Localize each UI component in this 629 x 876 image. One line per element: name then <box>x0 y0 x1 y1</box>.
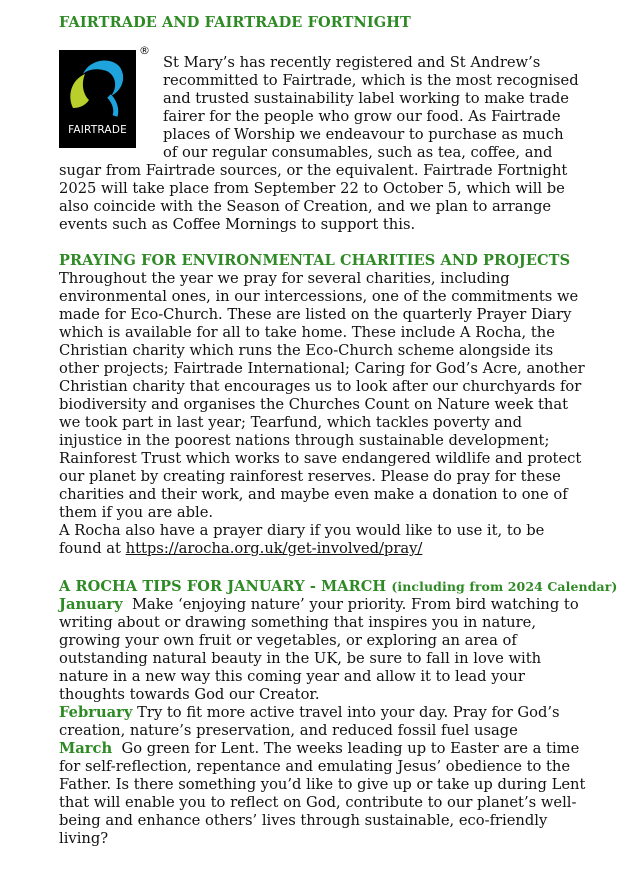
body-line: made for Eco-Church. These are listed on the quarterly Prayer Diary <box>59 306 572 323</box>
registered-mark: ® <box>139 44 150 57</box>
body-line: being and enhance others’ lives through sustainable, eco-friendly <box>59 812 548 829</box>
body-line: places of Worship we endeavour to purchase as much <box>163 126 564 143</box>
arocha-pray-link[interactable]: https://arocha.org.uk/get-involved/pray/ <box>125 540 423 557</box>
body-line: thoughts towards God our Creator. <box>59 686 320 703</box>
body-line: them if you are able. <box>59 504 214 521</box>
praying-heading: PRAYING FOR ENVIRONMENTAL CHARITIES AND PROJECTS <box>59 252 571 269</box>
body-line: recommitted to Fairtrade, which is the most recognised <box>163 72 579 89</box>
march-line <box>59 740 579 757</box>
january-label: January <box>59 596 123 613</box>
body-text: Make ‘enjoying nature’ your priority. From bird watching to <box>131 596 579 613</box>
fairtrade-logo <box>59 50 136 148</box>
body-line: biodiversity and organises the Churches Count on Nature week that <box>59 396 568 413</box>
body-line: we took part in last year; Tearfund, which tackles poverty and <box>59 414 523 431</box>
body-text: Try to fit more active travel into your day. Pray for God’s <box>137 704 560 721</box>
january-line <box>59 596 579 613</box>
body-line: sugar from Fairtrade sources, or the equivalent. Fairtrade Fortnight <box>59 162 568 179</box>
fairtrade-heading: FAIRTRADE AND FAIRTRADE FORTNIGHT <box>59 14 411 31</box>
link-line <box>59 540 422 557</box>
body-line: growing your own fruit or vegetables, or exploring an area of <box>59 632 517 649</box>
body-line: living? <box>59 830 109 847</box>
february-line <box>59 704 560 721</box>
body-line: for self-reflection, repentance and emulating Jesus’ obedience to the <box>59 758 571 775</box>
body-line: Christian charity that encourages us to look after our churchyards for <box>59 378 582 395</box>
tips-heading <box>59 578 617 595</box>
body-line: Throughout the year we pray for several charities, including <box>59 270 510 287</box>
body-line: charities and their work, and maybe even make a donation to one of <box>59 486 568 503</box>
body-line: that will enable you to reflect on God, contribute to our planet’s well- <box>59 794 577 811</box>
tips-heading-note: (including from 2024 Calendar) <box>391 579 618 594</box>
tips-heading-main: A ROCHA TIPS FOR JANUARY - MARCH <box>59 578 387 595</box>
february-label: February <box>59 704 133 721</box>
body-line: events such as Coffee Mornings to support this. <box>59 216 416 233</box>
body-line: 2025 will take place from September 22 to October 5, which will be <box>59 180 565 197</box>
body-line: also coincide with the Season of Creation, and we plan to arrange <box>59 198 552 215</box>
march-label: March <box>59 740 113 757</box>
body-line: Rainforest Trust which works to save endangered wildlife and protect <box>59 450 582 467</box>
body-line: fairer for the people who grow our food. As Fairtrade <box>163 108 561 125</box>
body-line: which is available for all to take home. These include A Rocha, the <box>59 324 555 341</box>
fairtrade-logo-label: FAIRTRADE <box>68 124 127 136</box>
body-line: outstanding natural beauty in the UK, be sure to fall in love with <box>59 650 542 667</box>
link-prefix: found at <box>59 540 126 557</box>
body-line: St Mary’s has recently registered and St Andrew’s <box>163 54 541 71</box>
body-text: Go green for Lent. The weeks leading up to Easter are a time <box>121 740 580 757</box>
body-line: creation, nature’s preservation, and reduced fossil fuel usage <box>59 722 518 739</box>
body-line: other projects; Fairtrade International; Caring for God’s Acre, another <box>59 360 585 377</box>
fairtrade-mark-icon <box>59 50 136 122</box>
body-line: A Rocha also have a prayer diary if you would like to use it, to be <box>59 522 545 539</box>
body-line: and trusted sustainability label working to make trade <box>163 90 569 107</box>
body-line: nature in a new way this coming year and allow it to lead your <box>59 668 525 685</box>
body-line: writing about or drawing something that inspires you in nature, <box>59 614 537 631</box>
body-line: of our regular consumables, such as tea, coffee, and <box>163 144 553 161</box>
body-line: injustice in the poorest nations through sustainable development; <box>59 432 550 449</box>
body-line: environmental ones, in our intercessions, one of the commitments we <box>59 288 579 305</box>
body-line: Christian charity which runs the Eco-Church scheme alongside its <box>59 342 554 359</box>
body-line: Father. Is there something you’d like to give up or take up during Lent <box>59 776 586 793</box>
body-line: our planet by creating rainforest reserves. Please do pray for these <box>59 468 561 485</box>
